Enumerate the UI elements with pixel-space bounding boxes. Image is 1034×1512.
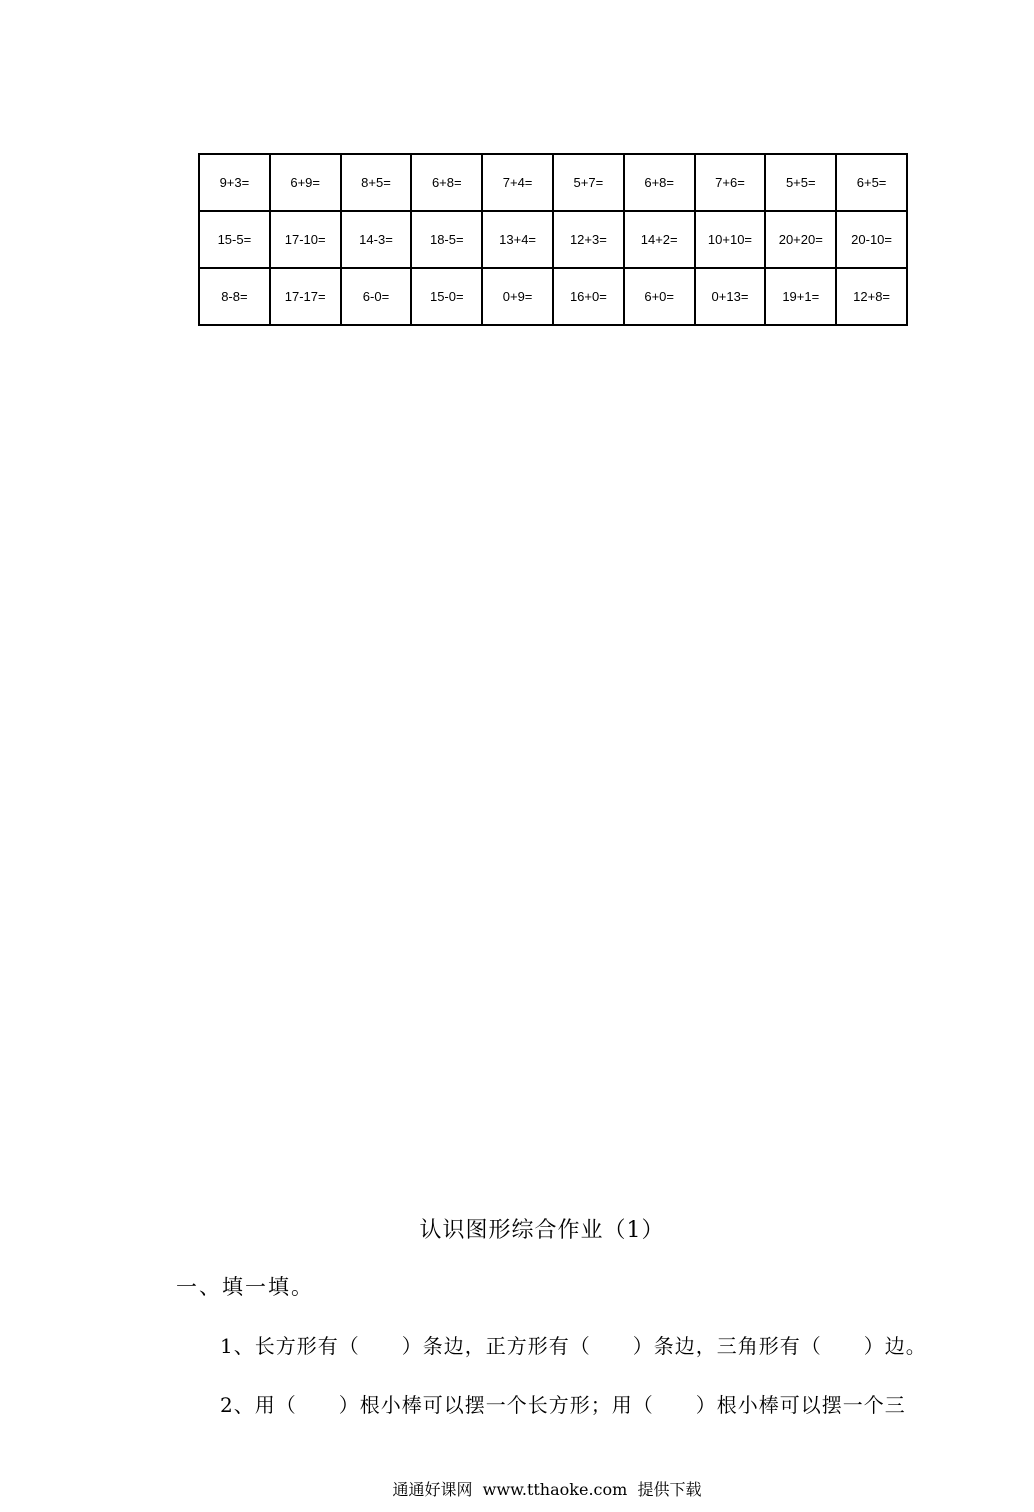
table-cell: 19+1= <box>765 268 836 325</box>
table-cell: 9+3= <box>199 154 270 211</box>
table-cell: 13+4= <box>482 211 553 268</box>
worksheet-title: 认识图形综合作业（1） <box>419 1218 665 1243</box>
table-row <box>199 211 907 268</box>
table-cell: 12+8= <box>836 268 907 325</box>
table-cell: 0+13= <box>695 268 766 325</box>
table-cell: 10+10= <box>695 211 766 268</box>
table-row <box>199 268 907 325</box>
table-cell: 6-0= <box>341 268 412 325</box>
table-cell: 7+6= <box>695 154 766 211</box>
table-cell: 16+0= <box>553 268 624 325</box>
table-cell: 12+3= <box>553 211 624 268</box>
table-cell: 8+5= <box>341 154 412 211</box>
question-1: 1、长方形有（ ）条边，正方形有（ ）条边，三角形有（ ）边。 <box>220 1334 927 1358</box>
table-cell: 6+0= <box>624 268 695 325</box>
table-cell: 15-0= <box>411 268 482 325</box>
table-cell: 6+8= <box>411 154 482 211</box>
table-row <box>199 154 907 211</box>
table-cell: 6+8= <box>624 154 695 211</box>
arithmetic-table <box>198 153 908 326</box>
table-cell: 17-10= <box>270 211 341 268</box>
table-cell: 17-17= <box>270 268 341 325</box>
table-cell: 14-3= <box>341 211 412 268</box>
table-cell: 20-10= <box>836 211 907 268</box>
table-cell: 8-8= <box>199 268 270 325</box>
table-cell: 14+2= <box>624 211 695 268</box>
question-2: 2、用（ ）根小棒可以摆一个长方形；用（ ）根小棒可以摆一个三 <box>220 1393 906 1417</box>
table-cell: 18-5= <box>411 211 482 268</box>
table-cell: 5+7= <box>553 154 624 211</box>
table-cell: 15-5= <box>199 211 270 268</box>
table-cell: 7+4= <box>482 154 553 211</box>
table-cell: 5+5= <box>765 154 836 211</box>
footer-credit: 通通好课网 www.tthaoke.com 提供下载 <box>392 1480 702 1499</box>
table-cell: 20+20= <box>765 211 836 268</box>
table-cell: 0+9= <box>482 268 553 325</box>
table-cell: 6+5= <box>836 154 907 211</box>
section-heading: 一、填一填。 <box>176 1275 314 1299</box>
table-cell: 6+9= <box>270 154 341 211</box>
